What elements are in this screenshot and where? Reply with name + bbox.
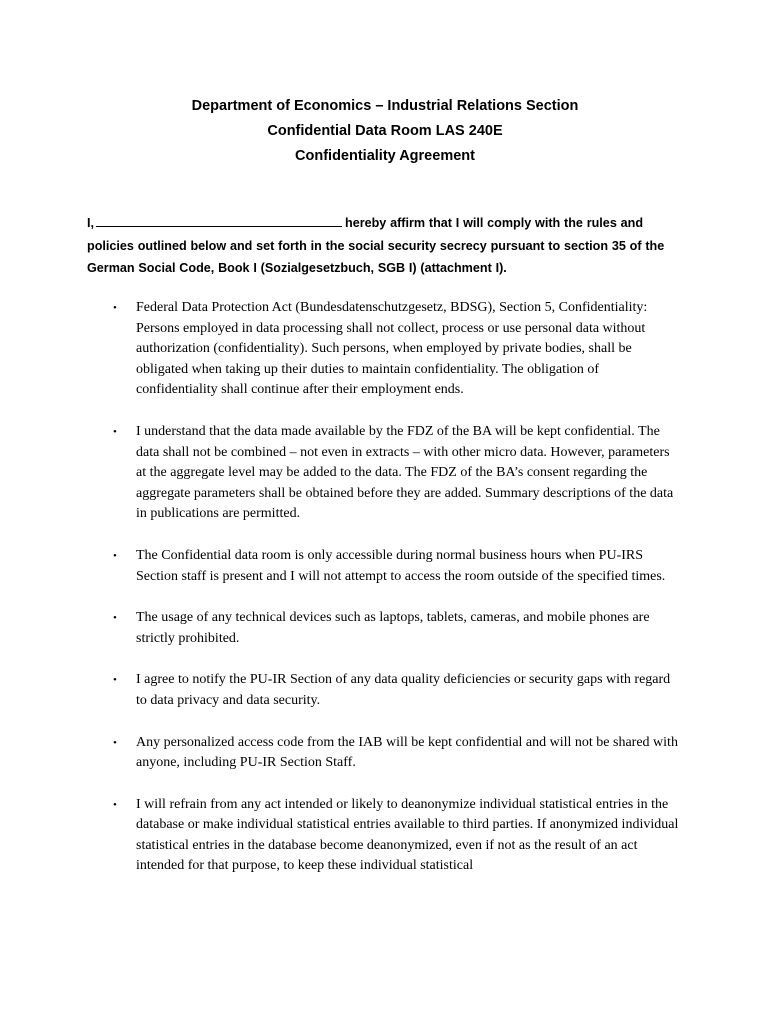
bullet-icon: • — [113, 798, 117, 811]
bullet-icon: • — [113, 612, 117, 625]
header-line-data-room: Confidential Data Room LAS 240E — [267, 123, 503, 139]
bullet-icon: • — [113, 549, 117, 562]
list-item — [0, 608, 681, 649]
affirmation-text: hereby affirm that I will comply with the rules and policies outlined below and set forth in the social security secrecy pursuant to section 35 of the German Social Code, Book I (Sozialgesetzbuch, SGB I) (attachment I). — [87, 216, 665, 275]
rules-list — [0, 298, 770, 877]
document-header — [0, 94, 770, 169]
list-item — [0, 795, 681, 877]
list-item-text: I understand that the data made available by the FDZ of the BA will be kept confidential. The data shall not be combined – not even in extracts – with other micro data. However, parameters at the aggregate level may be added to the data. The FDZ of the BA’s consent regarding the aggregate parameters shall be obtained before they are added. Summary descriptions of the data in publications are permitted. — [136, 423, 674, 522]
bullet-icon: • — [113, 425, 117, 438]
header-line-department: Department of Economics – Industrial Relations Section — [191, 98, 579, 114]
list-item-text: The usage of any technical devices such as laptops, tablets, cameras, and mobile phones are strictly prohibited. — [136, 610, 650, 646]
list-item — [0, 733, 681, 774]
affirmation-paragraph — [87, 212, 677, 280]
header-line-agreement-title: Confidentiality Agreement — [295, 148, 475, 164]
bullet-icon: • — [113, 674, 117, 687]
bullet-icon: • — [113, 302, 117, 314]
list-item-text: Federal Data Protection Act (Bundesdatenschutzgesetz, BDSG), Section 5, Confidentiality: Persons employed in data processing shall not collect, process or use personal data without authorization (confidentiality). Such persons, when employed by private bodies, shall be obligated when taking up their duties to maintain confidentiality. The obligation of confidentiality shall continue after their employment ends. — [136, 300, 648, 398]
name-blank-line — [96, 214, 342, 227]
list-item — [0, 670, 681, 711]
list-item-text: Any personalized access code from the IAB will be kept confidential and will not be shared with anyone, including PU-IR Section Staff. — [136, 734, 678, 771]
list-item — [0, 546, 681, 587]
list-item-text: The Confidential data room is only accessible during normal business hours when PU-IRS Section staff is present and I will not attempt to access the room outside of the specified times. — [136, 547, 666, 584]
list-item — [0, 422, 681, 525]
list-item — [0, 298, 681, 401]
list-item-text: I will refrain from any act intended or likely to deanonymize individual statistical entries in the database or make individual statistical entries available to third parties. If anonymized individual statistical entries in the database become deanonymized, even if not as the result of an act intended for that purpose, to keep these individual statistical — [136, 796, 679, 874]
list-item-text: I agree to notify the PU-IR Section of any data quality deficiencies or security gaps with regard to data privacy and data security. — [136, 672, 671, 708]
affirmation-prefix: I, — [87, 216, 94, 230]
bullet-icon: • — [113, 736, 117, 749]
